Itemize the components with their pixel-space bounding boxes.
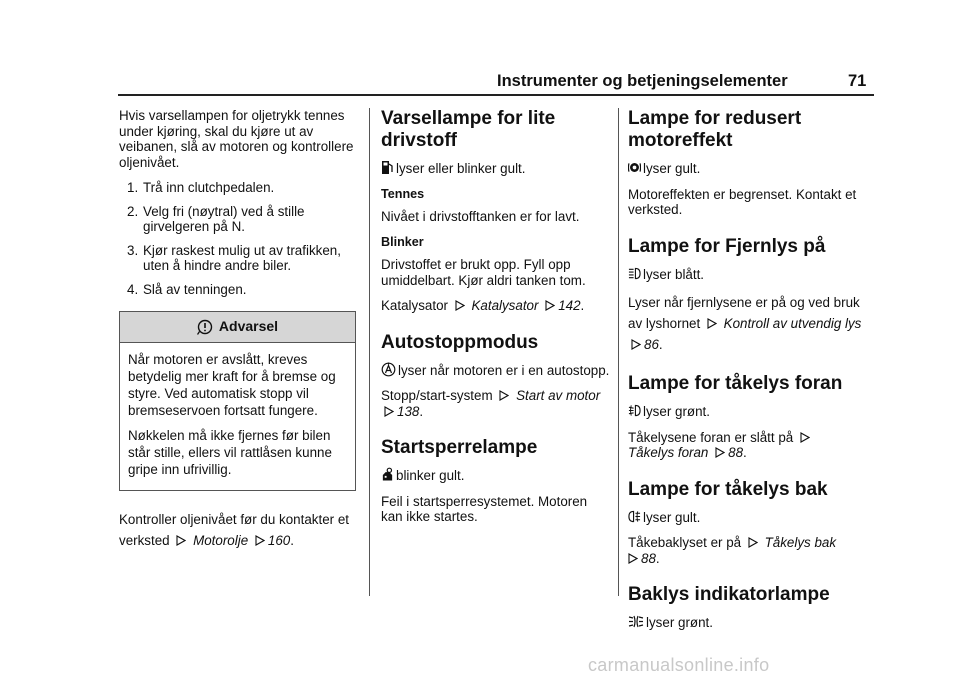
section-heading: Lampe for Fjernlys på: [628, 235, 826, 257]
reference-label: Stopp/start-system: [381, 388, 493, 403]
warning-text: Nøkkelen må ikke fjernes før bilen står stille, ellers vil rattlåsen kunne gripe inn ufrivillig.: [128, 428, 332, 477]
lamp-description: lyser blått.: [643, 266, 705, 282]
lamp-line: [381, 160, 611, 177]
lamp-line: [628, 614, 876, 631]
lamp-description: lyser når motoren er i en autostopp.: [398, 362, 610, 378]
column-3: [628, 108, 876, 641]
section-heading: Startsperrelampe: [381, 437, 538, 458]
column-divider: [618, 108, 619, 596]
warning-body: [120, 343, 355, 490]
page-reference[interactable]: 160: [267, 533, 291, 548]
step-number: 4.: [127, 281, 139, 297]
warning-header: [120, 312, 355, 343]
reference-arrow-icon: [455, 300, 465, 311]
step-number: 1.: [127, 180, 139, 195]
list-item: [119, 282, 356, 298]
outro-text: Kontroller oljenivået før du kontakter et verksted Motorolje 160.: [119, 512, 349, 548]
outro-label: Kontroller oljenivået før du kontakter et verksted: [119, 512, 349, 548]
page-reference[interactable]: 88: [641, 550, 656, 566]
page-reference[interactable]: 142: [558, 298, 581, 313]
reference-arrow-icon: [707, 318, 717, 329]
lamp-description: lyser grønt.: [643, 404, 710, 419]
column-divider: [369, 108, 370, 596]
parking-light-icon: [628, 614, 644, 629]
reference-arrow-icon: [176, 535, 186, 546]
body-text: Feil i startsperresystemet. Motoren kan ikke startes.: [381, 493, 588, 524]
steps-list: [119, 180, 356, 297]
high-beam-icon: [628, 266, 641, 281]
step-text: Kjør raskest mulig ut av trafikken, uten å hindre andre biler.: [143, 242, 341, 273]
reference-link[interactable]: Tåkelys bak: [764, 535, 837, 550]
column-1: [119, 108, 356, 561]
reference-line: Tåkebaklyset er på Tåkelys bak 88.: [628, 535, 837, 566]
subheading: Blinker: [381, 234, 424, 249]
lamp-line: [628, 509, 876, 526]
step-number: 2.: [127, 203, 139, 219]
header-rule: [118, 94, 874, 96]
lamp-line: [628, 266, 876, 283]
reference-label: Katalysator: [381, 298, 448, 313]
reference-line: Tåkelysene foran er slått på Tåkelys foran 88.: [628, 430, 876, 461]
reference-link[interactable]: Tåkelys foran: [628, 445, 709, 460]
warning-title: Advarsel: [218, 318, 279, 335]
lamp-line: [381, 362, 611, 379]
lamp-description: blinker gult.: [396, 468, 465, 483]
section-heading: Lampe for redusert motoreffekt: [628, 108, 802, 151]
body-text: Drivstoffet er brukt opp. Fyll opp umiddelbart. Kjør aldri tanken tom.: [381, 257, 586, 288]
reference-link[interactable]: Motorolje: [193, 533, 249, 548]
lamp-description: lyser grønt.: [646, 615, 713, 630]
subheading: Tennes: [381, 186, 425, 201]
reference-line: Stopp/start-system Start av motor 138.: [381, 388, 601, 419]
lamp-line: [381, 467, 611, 484]
reference-link[interactable]: Start av motor: [516, 388, 601, 403]
step-text: Trå inn clutchpedalen.: [143, 180, 275, 195]
reference-arrow-icon: [499, 390, 509, 401]
section-heading: Autostoppmodus: [381, 331, 539, 353]
lamp-line: [628, 160, 876, 177]
page-reference[interactable]: 88: [728, 445, 744, 460]
warning-text: Når motoren er avslått, kreves betydelig mer kraft for å bremse og styre. Ved automatisk stopp vil bremseservoen fortsatt fungere.: [128, 352, 336, 418]
reference-link[interactable]: Kontroll av utvendig lys: [723, 316, 862, 331]
page-reference[interactable]: 86: [644, 337, 659, 352]
fuel-pump-icon: [381, 160, 394, 175]
step-number: 3.: [127, 242, 139, 258]
autostop-icon: [381, 362, 396, 377]
section-heading: Varsellampe for lite drivstoff: [381, 108, 556, 151]
intro-text: Hvis varsellampen for oljetrykk tennes under kjøring, skal du kjøre ut av veibanen, slå av motoren og kontrollere oljenivået.: [119, 108, 354, 170]
lamp-line: [628, 403, 876, 420]
section-heading: Lampe for tåkelys bak: [628, 478, 828, 500]
reference-label: Lyser når fjernlysene er på og ved bruk av lyshornet: [628, 295, 860, 331]
watermark: carmanualsonline.info: [588, 655, 770, 675]
front-fog-light-icon: [628, 403, 641, 418]
body-text: Nivået i drivstofftanken er for lavt.: [381, 209, 580, 224]
page-arrow-icon: [715, 447, 725, 458]
list-item: [119, 204, 356, 235]
step-text: Velg fri (nøytral) ved å stille girvelgeren på N.: [143, 203, 305, 234]
section-heading: Baklys indikatorlampe: [628, 584, 830, 605]
immobilizer-icon: [381, 467, 394, 482]
lamp-description: lyser gult.: [643, 509, 701, 525]
lamp-description: lyser eller blinker gult.: [396, 161, 526, 176]
body-text: Motoreffekten er begrenset. Kontakt et verksted.: [628, 186, 857, 217]
page-number: 71: [848, 72, 867, 90]
reference-arrow-icon: [748, 537, 758, 548]
step-text: Slå av tenningen.: [143, 281, 247, 297]
page-arrow-icon: [255, 535, 265, 546]
warning-box: [119, 311, 356, 491]
page-arrow-icon: [631, 339, 641, 350]
header-title: Instrumenter og betjeningselementer: [497, 72, 788, 90]
page-arrow-icon: [628, 553, 638, 564]
list-item: [119, 180, 356, 196]
list-item: [119, 243, 356, 274]
reference-link[interactable]: Katalysator: [471, 298, 539, 313]
reference-arrow-icon: [800, 432, 810, 443]
column-2: [381, 108, 611, 535]
reference-label: Tåkebaklyset er på: [628, 535, 742, 550]
reference-label: Tåkelysene foran er slått på: [628, 429, 794, 445]
reduced-power-icon: [628, 160, 641, 175]
reference-line: Katalysator Katalysator 142.: [381, 298, 585, 313]
lamp-description: lyser gult.: [643, 161, 701, 176]
page-arrow-icon: [384, 406, 394, 417]
warning-icon: [197, 319, 213, 335]
page-arrow-icon: [545, 300, 555, 311]
reference-line: Lyser når fjernlysene er på og ved bruk av lyshornet Kontroll av utvendig lys 86.: [628, 295, 862, 352]
page-reference[interactable]: 138: [397, 403, 420, 419]
section-heading: Lampe for tåkelys foran: [628, 373, 843, 394]
rear-fog-light-icon: [628, 509, 641, 524]
